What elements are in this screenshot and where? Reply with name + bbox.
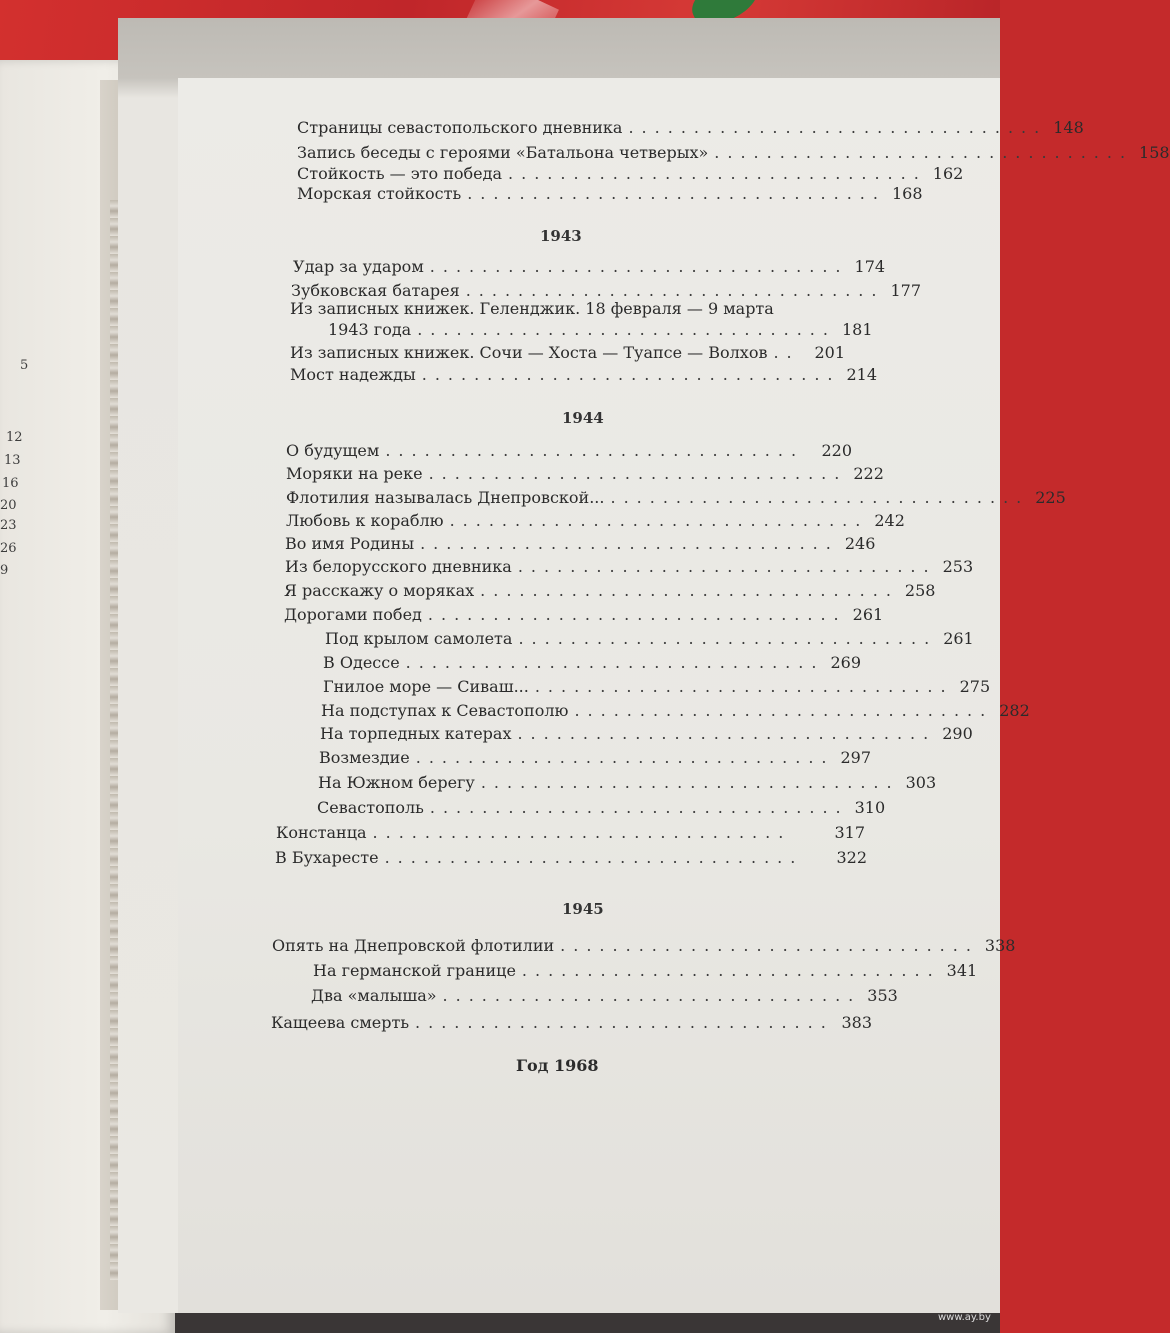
dot-leader: ................................ [417, 320, 836, 339]
dot-leader: ................................ [467, 184, 886, 203]
toc-entry [311, 985, 898, 1007]
toc-entry-title: Опять на Днепровской флотилии [272, 936, 555, 955]
toc-entry-title: На торпедных катерах [320, 724, 512, 743]
toc-entry [313, 960, 978, 982]
toc-entry-page: 261 [852, 605, 884, 624]
toc-entry-page: 261 [943, 629, 974, 648]
toc-entry-page: 290 [942, 724, 973, 743]
toc-entry [297, 163, 964, 185]
toc-entry-page: 246 [844, 534, 876, 553]
dot-leader: ................................ [442, 986, 862, 1005]
dot-leader: ................................ [517, 724, 937, 743]
toc-entry-title: Севастополь [317, 798, 424, 817]
toc-entry-page: 258 [904, 581, 936, 600]
toc-entry-title: Под крылом самолета [325, 629, 513, 648]
toc-entry-title: Морская стойкость [297, 184, 462, 203]
watermark: www.ay.by [938, 1312, 991, 1323]
toc-entry [323, 676, 991, 698]
toc-entry [297, 142, 1170, 164]
dot-leader: ................................ [427, 605, 847, 624]
toc-entry [272, 935, 1016, 957]
toc-entry-page: 317 [834, 823, 865, 842]
section-year-heading: 1943 [540, 227, 582, 245]
dot-leader: ................................ [560, 936, 979, 955]
toc-entry-page: 269 [830, 653, 861, 672]
toc-entry-page: 353 [867, 986, 898, 1005]
dot-leader: ................................ [420, 534, 839, 553]
dot-leader: ................................ [508, 164, 927, 183]
dot-leader: ................................ [415, 1013, 834, 1032]
dot-leader: ................................ [480, 581, 899, 600]
toc-entry [297, 183, 923, 205]
left-page-number: 5 [20, 358, 29, 373]
toc-entry [290, 342, 845, 364]
toc-entry [284, 604, 884, 626]
toc-entry-title: Гнилое море — Сиваш... [323, 677, 529, 696]
dot-leader: ................................ [610, 488, 1030, 507]
toc-entry-title: Стойкость — это победа [297, 164, 503, 183]
section-year-heading: 1944 [562, 409, 604, 427]
toc-entry-title: Флотилия называлась Днепровской... [286, 488, 605, 507]
toc-entry-page: 341 [946, 961, 978, 980]
toc-entry-title: Любовь к кораблю [286, 511, 444, 530]
dot-leader: ................................ [429, 798, 849, 817]
toc-entry-page: 181 [841, 320, 873, 339]
toc-entry-title: Зубковская батарея [291, 281, 460, 300]
toc-entry-page: 177 [890, 281, 921, 300]
closing-heading: Год 1968 [516, 1056, 599, 1075]
toc-entry [285, 533, 876, 555]
toc-entry-title: Дорогами побед [284, 605, 422, 624]
toc-entry [325, 628, 974, 650]
toc-entry-title: В Бухаресте [275, 848, 379, 867]
toc-entry [276, 822, 865, 844]
dot-leader: ................................ [574, 701, 994, 720]
left-page-number: 13 [4, 453, 21, 468]
dot-leader: ................................ [714, 143, 1134, 162]
toc-entry-title: Два «малыша» [311, 986, 437, 1005]
dot-leader: ................................ [517, 557, 937, 576]
toc-entry-page: 282 [999, 701, 1030, 720]
dot-leader: ................................ [415, 748, 835, 767]
toc-entry [321, 700, 1030, 722]
toc-entry-title: На подступах к Севастополю [321, 701, 569, 720]
dot-leader: ................................ [428, 464, 848, 483]
toc-entry [328, 319, 873, 341]
left-page-number: 23 [0, 518, 17, 533]
toc-entry-title: На Южном берегу [318, 773, 475, 792]
toc-entry-title: Удар за ударом [293, 257, 424, 276]
toc-entry-title: Из записных книжек. Сочи — Хоста — Туапсе — Волхов [290, 343, 768, 362]
dot-leader: ................................ [465, 281, 885, 300]
dot-leader: ................................ [384, 848, 804, 867]
left-page-number: 16 [2, 476, 19, 491]
toc-entry-page: 275 [959, 677, 991, 696]
toc-entry-title: О будущем [286, 441, 380, 460]
toc-entry [320, 723, 973, 745]
toc-entry-page: 174 [854, 257, 886, 276]
left-page-number: 9 [0, 563, 9, 578]
toc-entry-title: Из записных книжек. Геленджик. 18 февраля — 9 марта [290, 299, 774, 318]
toc-entry [286, 510, 905, 532]
toc-entry-page: 158 [1139, 143, 1170, 162]
toc-entry-title: Страницы севастопольского дневника [297, 118, 623, 137]
toc-entry-title: Во имя Родины [285, 534, 415, 553]
toc-entry-title: Возмездие [319, 748, 410, 767]
dot-leader: ................................ [518, 629, 938, 648]
dot-leader: ................................ [429, 257, 849, 276]
toc-entry [319, 747, 872, 769]
dot-leader: .. [773, 343, 800, 362]
toc-entry-title: Запись беседы с героями «Батальона четверых» [297, 143, 709, 162]
toc-entry-page: 225 [1035, 488, 1066, 507]
toc-entry [318, 772, 937, 794]
toc-entry-page: 222 [853, 464, 884, 483]
left-page-number: 20 [0, 498, 17, 513]
toc-entry-page: 148 [1053, 118, 1084, 137]
toc-entry-title: Моряки на реке [286, 464, 423, 483]
toc-entry [317, 797, 886, 819]
toc-entry-title: Кащеева смерть [271, 1013, 410, 1032]
toc-entry [284, 580, 936, 602]
toc-entry-title: Я расскажу о моряках [284, 581, 475, 600]
dot-leader: ................................ [628, 118, 1048, 137]
toc-entry-page: 162 [932, 164, 964, 183]
toc-entry [297, 117, 1084, 139]
dot-leader: ................................ [449, 511, 869, 530]
toc-entry [323, 652, 861, 674]
toc-entry [286, 487, 1066, 509]
toc-entry [293, 256, 886, 278]
toc-entry [271, 1012, 872, 1034]
toc-entry-title: Из белорусского дневника [285, 557, 512, 576]
toc-entry-page: 303 [905, 773, 937, 792]
toc-entry-title: Мост надежды [290, 365, 416, 384]
toc-entry-title: Констанца [276, 823, 367, 842]
toc-entry-page: 214 [846, 365, 878, 384]
toc-entry-title: 1943 года [328, 320, 412, 339]
toc-entry-page: 383 [841, 1013, 872, 1032]
toc-entry-page: 242 [874, 511, 905, 530]
toc-entry [290, 298, 840, 320]
left-page-number: 26 [0, 541, 17, 556]
toc-entry [275, 847, 867, 869]
dot-leader: ................................ [421, 365, 841, 384]
toc-entry-page: 297 [840, 748, 872, 767]
dot-leader: ................................ [405, 653, 825, 672]
dot-leader: ................................ [534, 677, 954, 696]
section-year-heading: 1945 [562, 900, 604, 918]
toc-entry-page: 201 [814, 343, 845, 362]
toc-entry-title: В Одессе [323, 653, 400, 672]
left-page-number: 12 [6, 430, 23, 445]
dot-leader: ................................ [521, 961, 941, 980]
toc-entry-page: 310 [854, 798, 886, 817]
dot-leader: ................................ [480, 773, 900, 792]
toc-entry-page: 168 [891, 184, 923, 203]
toc-entry [290, 364, 878, 386]
toc-entry [286, 440, 852, 462]
toc-entry [286, 463, 884, 485]
toc-entry [285, 556, 974, 578]
toc-entry-title: На германской границе [313, 961, 516, 980]
dot-leader: ................................ [385, 441, 805, 460]
dot-leader: ................................ [372, 823, 792, 842]
toc-entry-page: 322 [836, 848, 867, 867]
toc-entry-page: 220 [821, 441, 852, 460]
toc-entry-page: 253 [942, 557, 974, 576]
toc-entry-page: 338 [984, 936, 1016, 955]
